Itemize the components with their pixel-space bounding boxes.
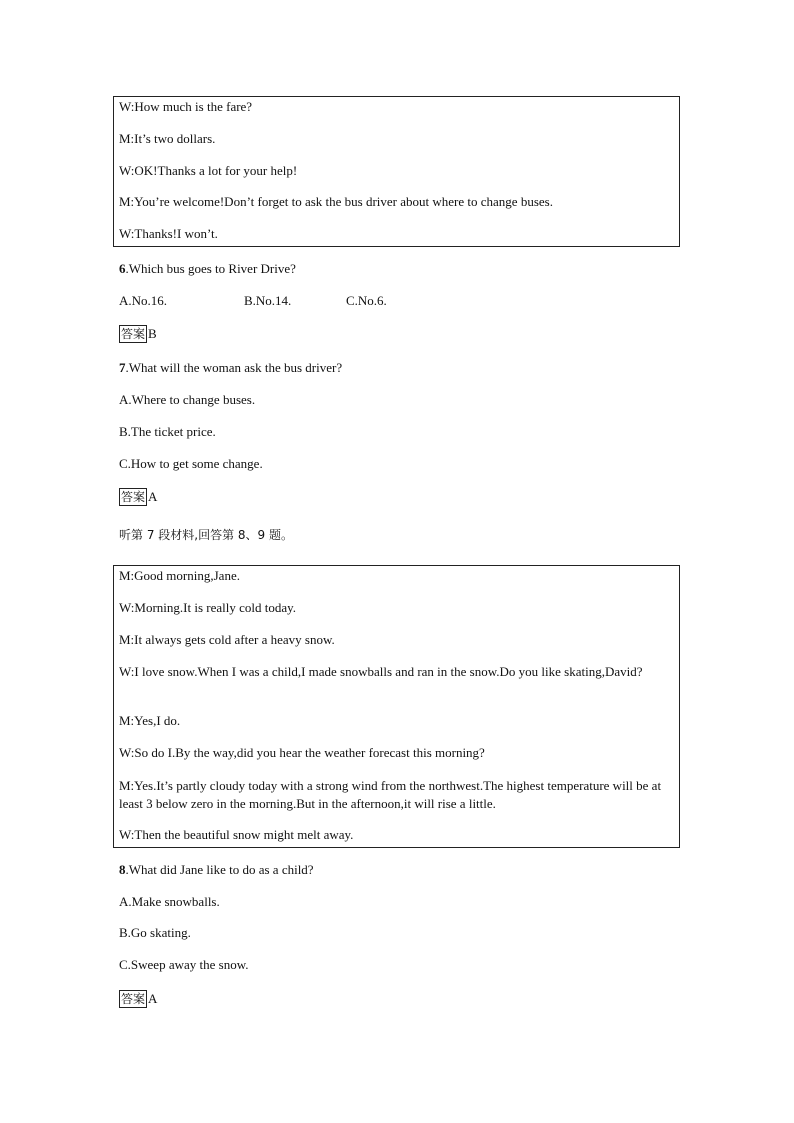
answer-label: 答案 [121,327,146,341]
option-c: C.No.6. [346,293,387,308]
question-number: 7 [119,360,126,375]
dialogue-line: W:Then the beautiful snow might melt away. [119,827,354,842]
option-c: C.Sweep away the snow. [119,957,249,972]
dialogue-line: M:Yes.It’s partly cloudy today with a strong wind from the northwest.The highest temperature will be at least 3 below zero in the morning.But in the afternoon,it will rise a little. [119,778,662,811]
dialogue-line: M:You’re welcome!Don’t forget to ask the bus driver about where to change buses. [119,194,553,209]
dialogue-line: M:It’s two dollars. [119,131,216,146]
dialogue-box-1 [113,96,680,247]
question-7 [119,360,342,376]
dialogue-line: M:It always gets cold after a heavy snow. [119,632,335,647]
option-b: B.Go skating. [119,925,191,940]
question-text: .Which bus goes to River Drive? [125,261,296,276]
dialogue-line: W:Thanks!I won’t. [119,226,218,241]
question-text: .What did Jane like to do as a child? [125,862,314,877]
dialogue-line: W:OK!Thanks a lot for your help! [119,163,298,178]
answer-value: B [148,326,157,341]
section-heading: 听第 7 段材料,回答第 8、9 题。 [119,528,293,542]
question-number: 6 [119,261,126,276]
option-a: A.No.16. [119,293,168,308]
answer-value: A [148,991,158,1006]
dialogue-box-2 [113,565,680,848]
dialogue-line: W:How much is the fare? [119,99,253,114]
option-b: B.No.14. [244,293,292,308]
answer-6 [119,325,157,343]
option-a: A.Where to change buses. [119,392,256,407]
dialogue-line: M:Good morning,Jane. [119,568,240,583]
dialogue-line: M:Yes,I do. [119,713,181,728]
option-b: B.The ticket price. [119,424,216,439]
answer-value: A [148,489,158,504]
question-text: .What will the woman ask the bus driver? [125,360,343,375]
question-8 [119,862,314,878]
answer-7 [119,488,157,506]
dialogue-line: W:I love snow.When I was a child,I made snowballs and ran in the snow.Do you like skating,David? [119,664,643,679]
dialogue-line: W:Morning.It is really cold today. [119,600,297,615]
answer-label: 答案 [121,992,146,1006]
question-6 [119,261,296,277]
option-c: C.How to get some change. [119,456,263,471]
dialogue-line: W:So do I.By the way,did you hear the weather forecast this morning? [119,745,485,760]
answer-8 [119,990,157,1008]
option-a: A.Make snowballs. [119,894,220,909]
answer-label: 答案 [121,490,146,504]
question-number: 8 [119,862,126,877]
